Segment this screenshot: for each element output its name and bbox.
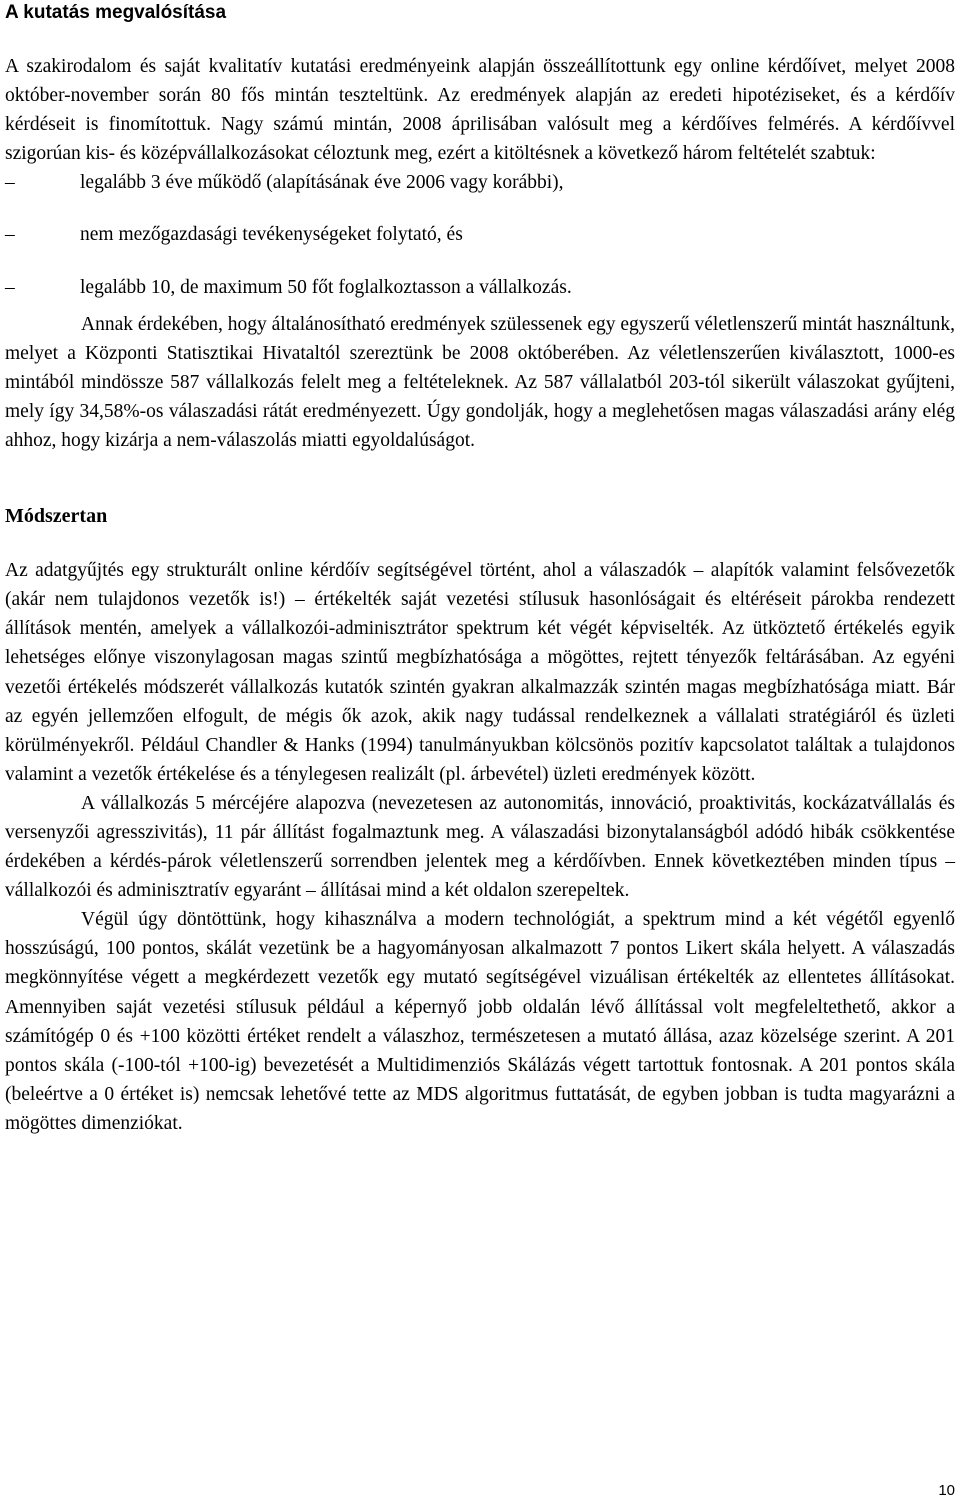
dash-marker: – xyxy=(5,172,15,194)
list-item: – nem mezőgazdasági tevékenységeket folytató, és xyxy=(5,220,955,249)
section-heading-research: A kutatás megvalósítása xyxy=(5,2,227,23)
paragraph-data-collection: Az adatgyűjtés egy strukturált online kérdőív segítségével történt, ahol a válaszadók – alapítók valamint felsővezetők (akár nem tulajdonos vezetők is!) – értékelték saját vezetési stílusuk hasonlóságait és eltéréseit párokba rendezett állítások mentén, amelyek a vállalkozói-adminisztrátor spektrum két végét képviselték. Az ütköztető értékelés egyik lehetséges előnye viszonylagosan magas szintű megbízhatósága a mögöttes, rejtett tényezők feltárásában. Az egyéni vezetői értékelés módszerét vállalkozás kutatók szintén gyakran alkalmazzák szintén magas megbízhatósága miatt. Bár az egyén jellemzően elfogult, de mégis ők azok, akik nagy tudással rendelkeznek a vállalati stratégiáról és üzleti körülményekről. Például Chandler & Hanks (1994) tanulmányukban kölcsönös pozitív kapcsolatot találtak a tulajdonos valamint a vezetők értékelése és a ténylegesen realizált (pl. árbevétel) üzleti eredmények között. xyxy=(5,560,955,785)
dash-marker: – xyxy=(5,276,15,298)
paragraph-sampling: Annak érdekében, hogy általánosítható eredmények szülessenek egy egyszerű véletlenszerű mintát használtunk, melyet a Központi Statisztikai Hivataltól szereztünk be 2008 októberében. Az véletlenszerűen kiválasztott, 1000-es mintából mindössze 587 vállalkozás felelt meg a feltételeknek. Az 587 vállalatból 203-tól sikerült válaszokat gyűjteni, mely így 34,58%-os válaszadási rátát eredményezett. Úgy gondolják, hogy a meglehetősen magas válaszadási arány elég ahhoz, hogy kizárja a nem-válaszolás miatti egyoldalúságot. xyxy=(5,313,955,452)
paragraph-research-intro: A szakirodalom és saját kvalitatív kutatási eredményeink alapján összeállítottunk egy online kérdőívet, melyet 2008 október-november során 80 fős mintán teszteltünk. Az eredmények alapján az eredeti hipotéziseket, és a kérdőív kérdéseit is finomítottuk. Nagy számú mintán, 2008 áprilisában valósult meg a kérdőíves felmérés. A kérdőívvel szigorúan kis- és középvállalkozásokat céloztunk meg, ezért a kitöltésnek a következő három feltételét szabtuk: xyxy=(5,56,955,165)
list-item: – legalább 10, de maximum 50 főt foglalkoztasson a vállalkozás. xyxy=(5,273,955,302)
paragraph-dimensions: A vállalkozás 5 mércéjére alapozva (nevezetesen az autonomitás, innováció, proaktivitás, kockázatvállalás és versenyzői agresszivitás), 11 pár állítást fogalmaztunk meg. A válaszadási bizonytalanságból adódó hibák csökkentése érdekében a kérdés-párok véletlenszerű sorrendben jelentek meg a kérdőívben. Ennek következtében minden típus – vállalkozói és adminisztratív egyaránt – állításai mind a két oldalon szerepeltek. xyxy=(5,792,955,902)
dash-marker: – xyxy=(5,224,15,246)
page-number: 10 xyxy=(938,1482,955,1499)
section-heading-methodology: Módszertan xyxy=(5,505,108,528)
paragraph-scale: Végül úgy döntöttünk, hogy kihasználva a modern technológiát, a spektrum mind a két végétől egyenlő hosszúságú, 100 pontos, skálát vezetünk be a hagyományosan alkalmazott 7 pontos Likert skála helyett. A válaszadás megkönnyítése végett a megkérdezett vezetők egy mutató segítségével vizuálisan értékelték az ellentetes állításokat. Amennyiben saját vezetési stílusuk például a képernyő jobb oldalán lévő állítással volt megfeleltethető, akkor a számítógép 0 és +100 közötti értéket rendelt a válaszhoz, természetesen a mutató állása, azaz közelsége szerint. A 201 pontos skála (-100-tól +100-ig) bevezetését a Multidimenziós Skálázás végett tartottuk fontosnak. A 201 pontos skála (beleértve a 0 értéket is) nemcsak lehetővé tette az MDS algoritmus futtatását, de egyben jobban is tudta magyarázni a mögöttes dimenziókat. xyxy=(5,909,955,1134)
criteria-list xyxy=(5,168,955,301)
list-item: – legalább 3 éve működő (alapításának éve 2006 vagy korábbi), xyxy=(5,168,955,197)
document-page xyxy=(5,0,955,1138)
